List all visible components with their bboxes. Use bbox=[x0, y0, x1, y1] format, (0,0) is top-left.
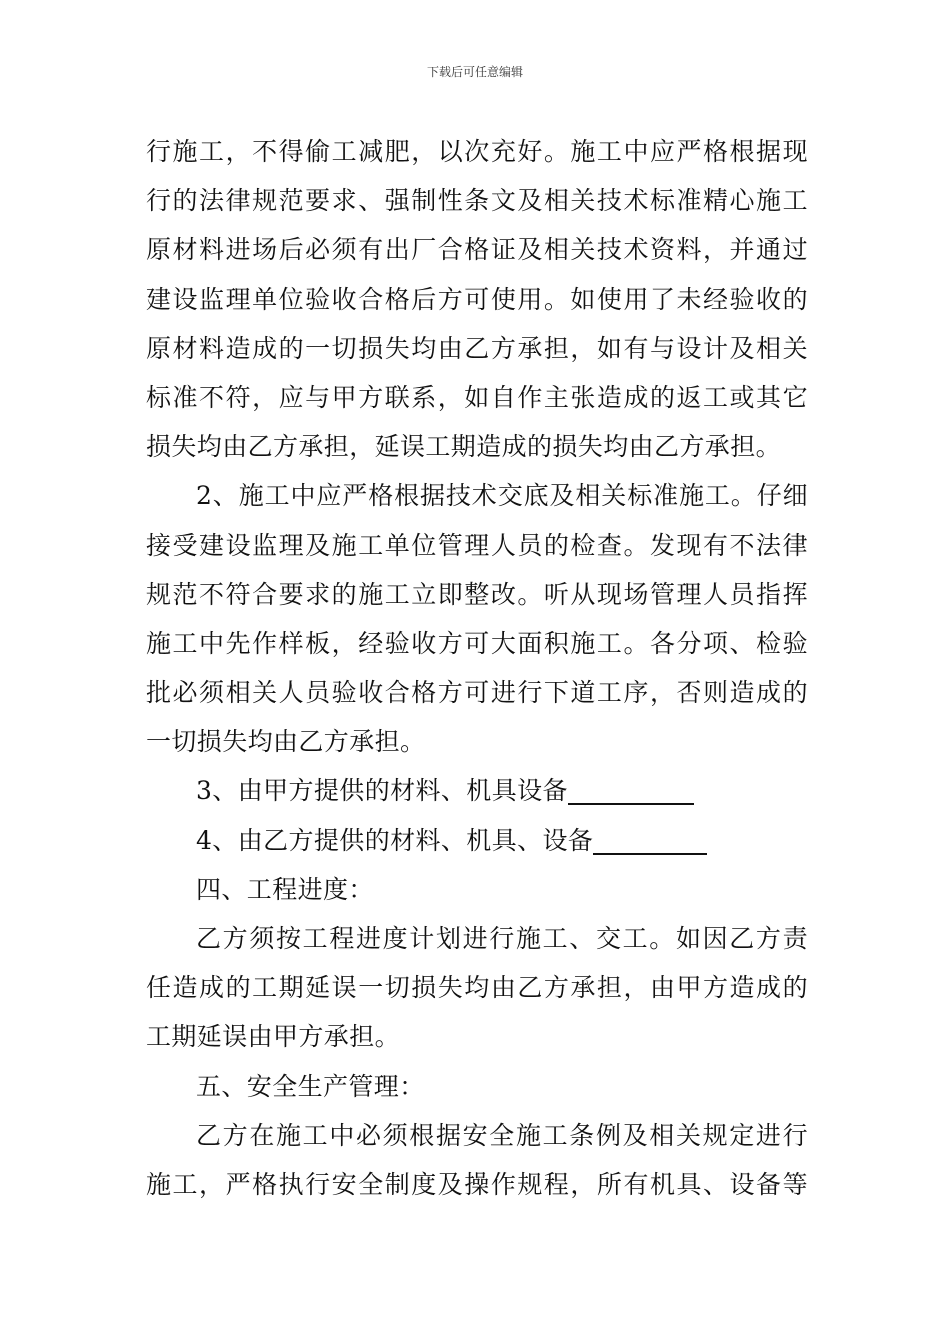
text-line: 施工中先作样板，经验收方可大面积施工。各分项、检验 bbox=[146, 628, 808, 658]
text-line: 规范不符合要求的施工立即整改。听从现场管理人员指挥 bbox=[146, 579, 808, 609]
document-body bbox=[146, 127, 808, 1209]
text-line: 标准不符，应与甲方联系，如自作主张造成的返工或其它 bbox=[146, 382, 808, 412]
text-line: 建设监理单位验收合格后方可使用。如使用了未经验收的 bbox=[146, 284, 808, 314]
section-heading: 四、工程进度： bbox=[196, 874, 374, 904]
text-line: 任造成的工期延误一切损失均由乙方承担，由甲方造成的 bbox=[146, 973, 808, 1003]
item-3-text: 3、由甲方提供的材料、机具设备 bbox=[196, 776, 568, 806]
fill-in-blank bbox=[568, 773, 694, 805]
text-line: 损失均由乙方承担，延误工期造成的损失均由乙方承担。 bbox=[146, 432, 782, 462]
text-line: 接受建设监理及施工单位管理人员的检查。发现有不法律 bbox=[146, 530, 808, 560]
fill-in-blank bbox=[593, 823, 707, 855]
page-header-note: 下载后可任意编辑 bbox=[426, 65, 523, 79]
text-line: 施工，严格执行安全制度及操作规程，所有机具、设备等 bbox=[146, 1169, 808, 1199]
text-line: 原材料造成的一切损失均由乙方承担，如有与设计及相关 bbox=[146, 333, 808, 363]
item-3-line bbox=[146, 766, 808, 815]
item-4-line bbox=[146, 816, 808, 865]
paragraph-start-line: 乙方须按工程进度计划进行施工、交工。如因乙方责 bbox=[196, 924, 808, 953]
section-heading: 五、安全生产管理： bbox=[196, 1071, 425, 1101]
item-4-text: 4、由乙方提供的材料、机具、设备 bbox=[196, 825, 594, 855]
text-line: 工期延误由甲方承担。 bbox=[146, 1022, 401, 1052]
paragraph-start-line: 乙方在施工中必须根据安全施工条例及相关规定进行 bbox=[196, 1120, 808, 1150]
text-line: 行的法律规范要求、强制性条文及相关技术标准精心施工 bbox=[146, 186, 808, 216]
text-line: 行施工，不得偷工减肥，以次充好。施工中应严格根据现 bbox=[146, 137, 808, 166]
text-line: 一切损失均由乙方承担。 bbox=[146, 727, 426, 757]
paragraph-start-line: 2、施工中应严格根据技术交底及相关标准施工。仔细 bbox=[196, 481, 808, 511]
text-line: 批必须相关人员验收合格方可进行下道工序，否则造成的 bbox=[146, 678, 808, 708]
text-line: 原材料进场后必须有出厂合格证及相关技术资料，并通过 bbox=[146, 235, 808, 265]
